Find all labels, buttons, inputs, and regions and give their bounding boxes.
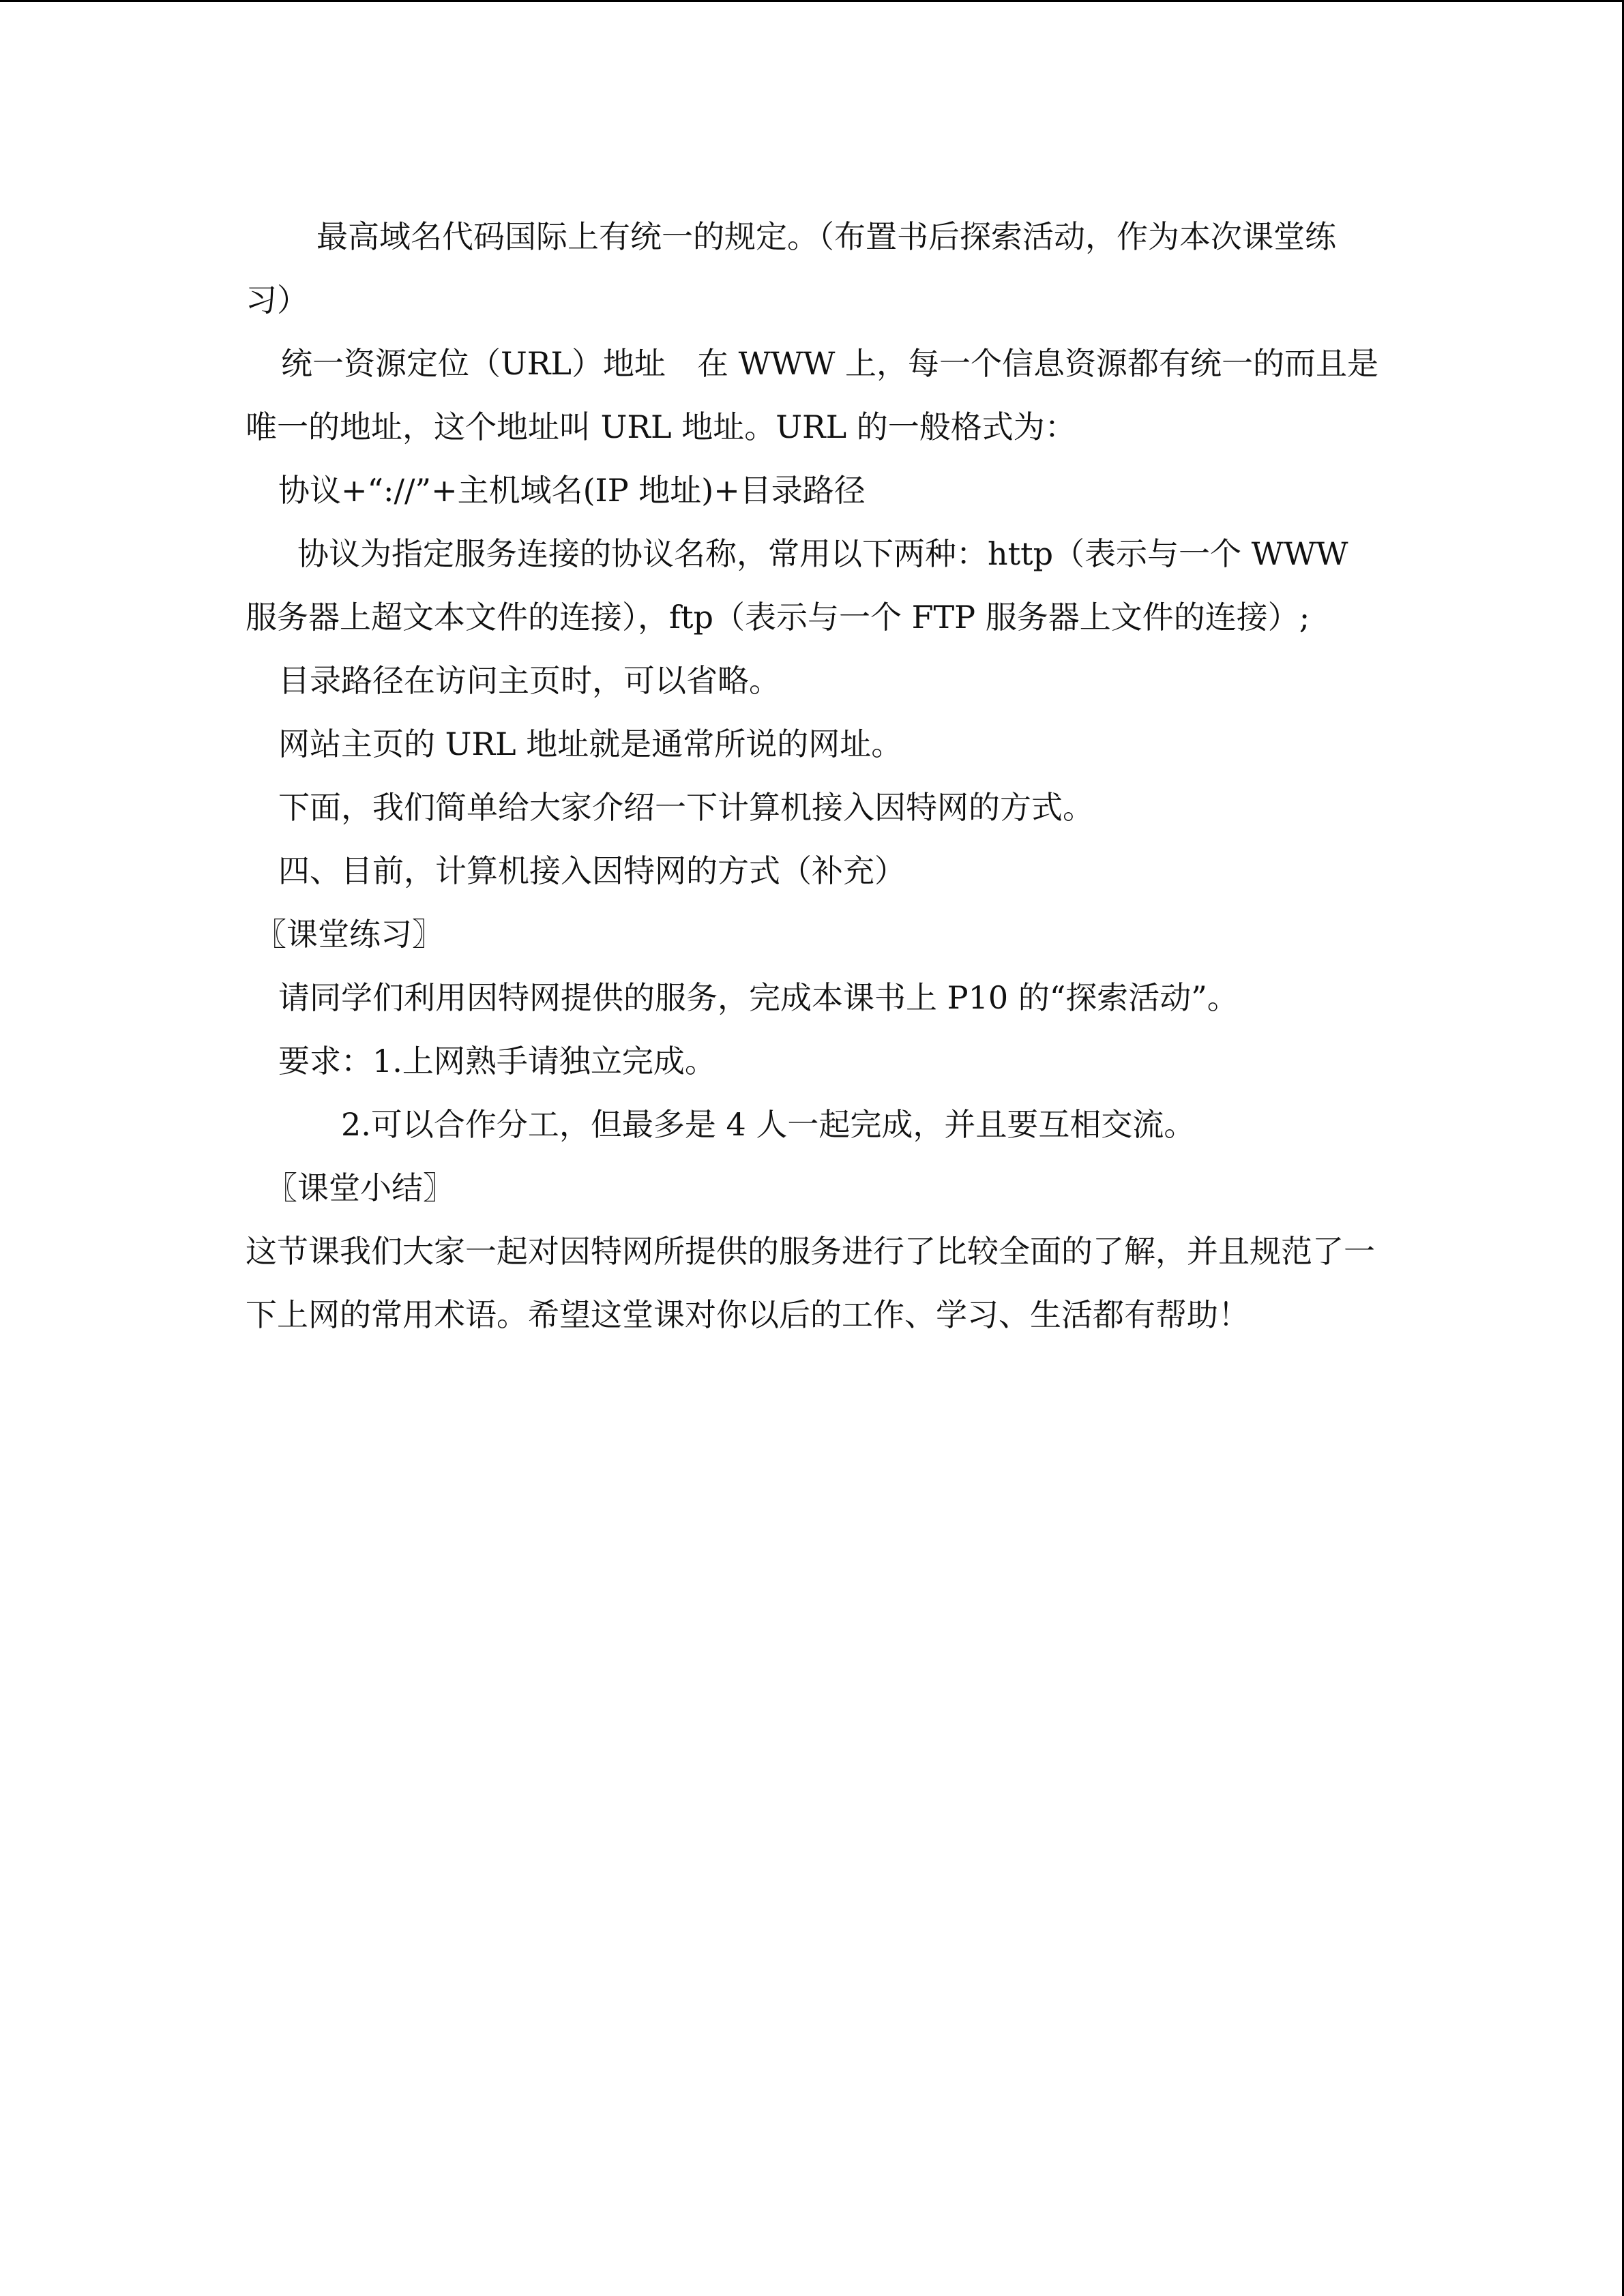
paragraph-summary: 这节课我们大家一起对因特网所提供的服务进行了比较全面的了解，并且规范了一下上网的常用术语。希望这堂课对你以后的工作、学习、生活都有帮助！ bbox=[246, 1233, 1375, 1333]
paragraph-directory-path: 目录路径在访问主页时，可以省略。 bbox=[278, 662, 780, 699]
heading-class-summary: 〖课堂小结〗 bbox=[266, 1169, 454, 1206]
paragraph-url-format: 协议+“://”+主机域名(IP 地址)+目录路径 bbox=[278, 472, 866, 509]
heading-class-exercise: 〖课堂练习〗 bbox=[255, 916, 443, 953]
paragraph-homepage-url: 网站主页的 URL 地址就是通常所说的网址。 bbox=[278, 726, 903, 762]
paragraph-section-four: 四、目前，计算机接入因特网的方式（补充） bbox=[278, 852, 906, 889]
paragraph-exercise-task: 请同学们利用因特网提供的服务，完成本课书上 P10 的“探索活动”。 bbox=[278, 979, 1239, 1016]
document-body bbox=[246, 205, 1381, 1347]
paragraph-domain-code: 最高域名代码国际上有统一的规定。（布置书后探索活动，作为本次课堂练习） bbox=[246, 218, 1336, 318]
paragraph-requirement-2: 2.可以合作分工，但最多是 4 人一起完成，并且要互相交流。 bbox=[341, 1106, 1196, 1143]
paragraph-protocol: 协议为指定服务连接的协议名称，常用以下两种：http（表示与一个 WWW 服务器上超文本文件的连接），ftp（表示与一个 FTP 服务器上文件的连接）; bbox=[246, 535, 1348, 636]
paragraph-intro-access: 下面，我们简单给大家介绍一下计算机接入因特网的方式。 bbox=[278, 789, 1094, 826]
paragraph-url-definition: 统一资源定位（URL）地址 在 WWW 上，每一个信息资源都有统一的而且是唯一的地址，这个地址叫 URL 地址。URL 的一般格式为： bbox=[246, 345, 1379, 445]
paragraph-requirement-1: 要求：1.上网熟手请独立完成。 bbox=[278, 1043, 716, 1079]
